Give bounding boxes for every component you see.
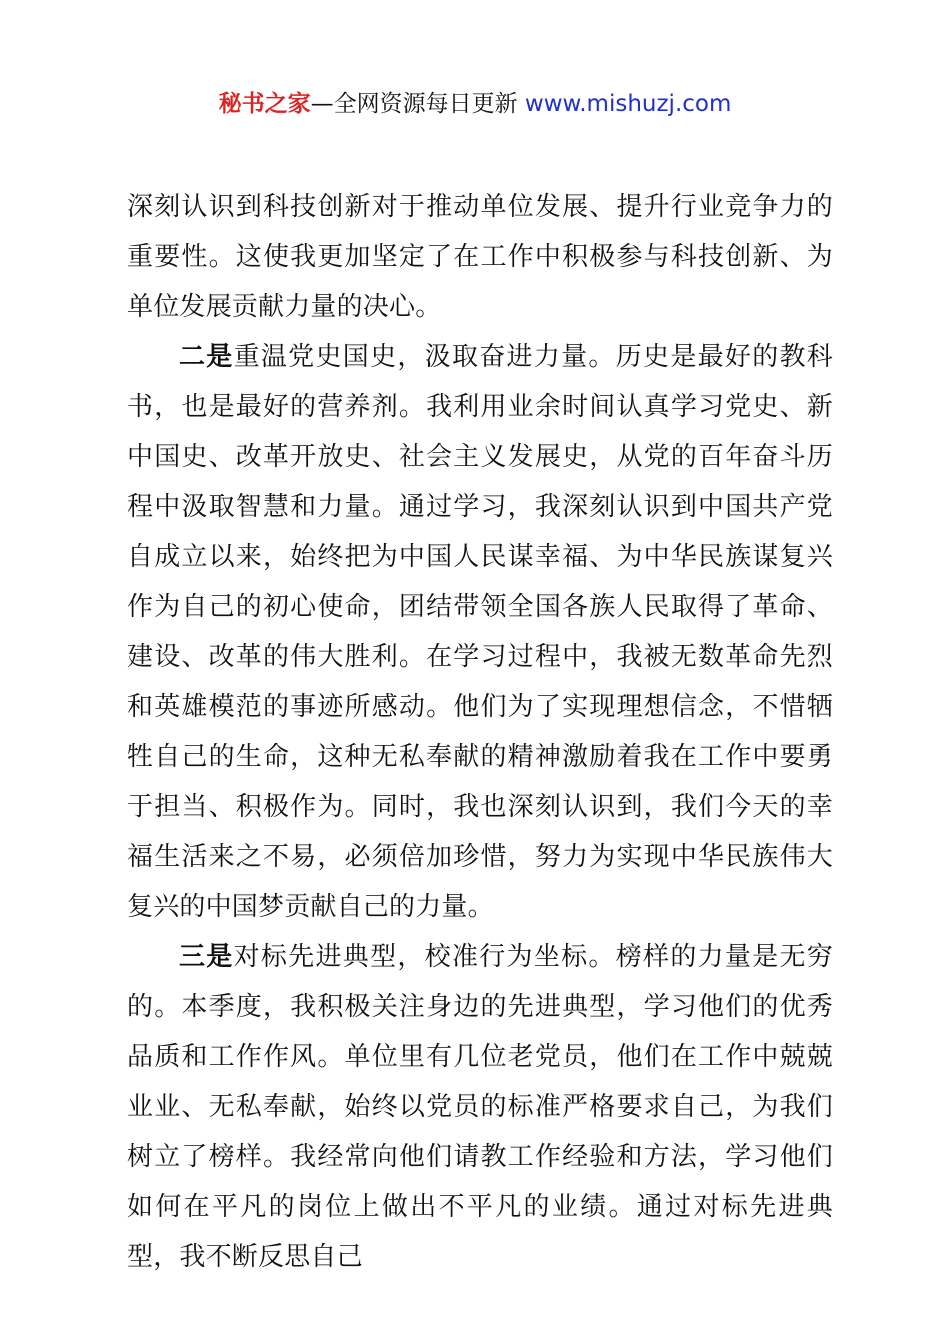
brand-name: 秘书之家 bbox=[218, 91, 311, 117]
paragraph-text: 对标先进典型，校准行为坐标。榜样的力量是无穷的。本季度，我积极关注身边的先进典型，学习他们的优秀品质和工作作风。单位里有几位老党员，他们在工作中兢兢业业、无私奉献，始终以党员的标准严格要求自己，为我们树立了榜样。我经常向他们请教工作经验和方法，学习他们如何在平凡的岗位上做出不平凡的业绩。通过对标先进典型，我不断反思自己 bbox=[127, 942, 833, 1272]
paragraph-lead: 三是 bbox=[179, 942, 234, 972]
paragraph-third-point bbox=[127, 932, 833, 1282]
paragraph-text: 深刻认识到科技创新对于推动单位发展、提升行业竞争力的重要性。这使我更加坚定了在工作中积极参与科技创新、为单位发展贡献力量的决心。 bbox=[127, 192, 833, 322]
paragraph-lead: 二是 bbox=[179, 342, 234, 372]
paragraph-second-point bbox=[127, 332, 833, 932]
page-header bbox=[0, 86, 950, 122]
paragraph-continuation bbox=[127, 182, 833, 332]
document-body bbox=[127, 182, 833, 1282]
header-slogan: —全网资源每日更新 bbox=[310, 91, 525, 117]
website-link[interactable]: www.mishuzj.com bbox=[524, 91, 732, 117]
paragraph-text: 重温党史国史，汲取奋进力量。历史是最好的教科书，也是最好的营养剂。我利用业余时间认真学习党史、新中国史、改革开放史、社会主义发展史，从党的百年奋斗历程中汲取智慧和力量。通过学习，我深刻认识到中国共产党自成立以来，始终把为中国人民谋幸福、为中华民族谋复兴作为自己的初心使命，团结带领全国各族人民取得了革命、建设、改革的伟大胜利。在学习过程中，我被无数革命先烈和英雄模范的事迹所感动。他们为了实现理想信念，不惜牺牲自己的生命，这种无私奉献的精神激励着我在工作中要勇于担当、积极作为。同时，我也深刻认识到，我们今天的幸福生活来之不易，必须倍加珍惜，努力为实现中华民族伟大复兴的中国梦贡献自己的力量。 bbox=[127, 342, 833, 922]
